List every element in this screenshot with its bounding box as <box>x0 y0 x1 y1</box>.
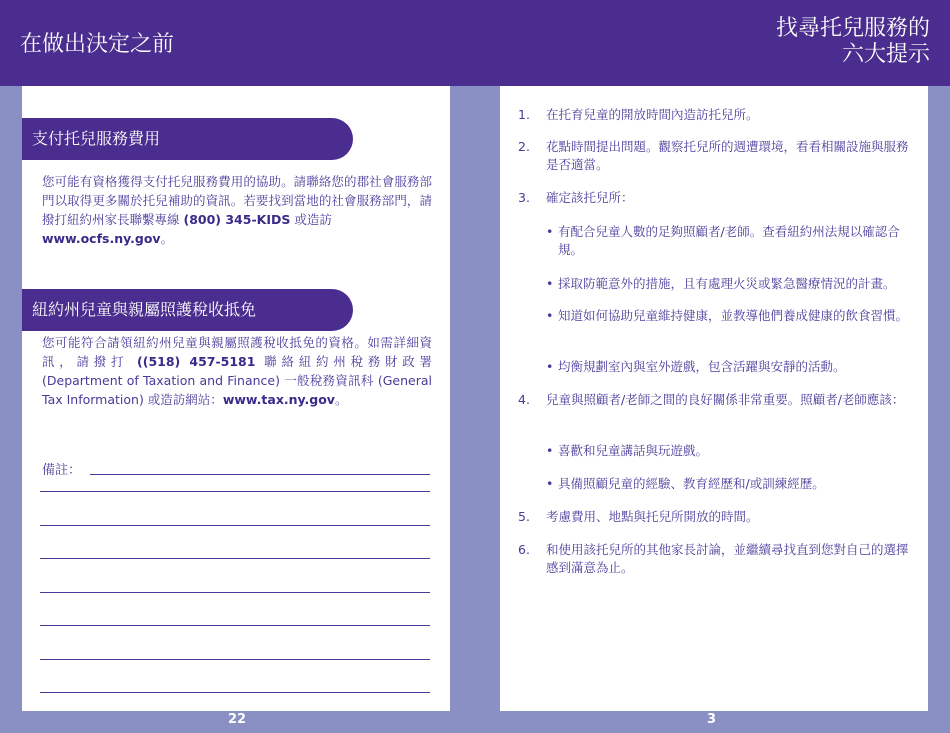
bullet-icon: • <box>546 308 554 323</box>
website-link[interactable]: www.tax.ny.gov <box>222 392 335 407</box>
header-right-line2: 六大提示 <box>841 42 930 67</box>
bullet-text: 知道如何協助兒童維持健康，並教導他們養成健康的飲食習慣。 <box>558 308 909 323</box>
notes-line[interactable] <box>40 491 430 492</box>
notes-line[interactable] <box>40 625 430 626</box>
header-bar <box>0 0 950 86</box>
bullet-text: 喜歡和兒童講話與玩遊戲。 <box>558 443 709 458</box>
text-segment: 聯絡紐約州稅務財政署 (Department of Taxation and Finance) 一般稅務資訊科 (General Tax Information) 或造訪網站： <box>42 354 433 407</box>
website-link[interactable]: www.ocfs.ny.gov <box>42 231 161 246</box>
notes-line[interactable] <box>40 659 430 660</box>
header-left-title: 在做出決定之前 <box>20 32 175 57</box>
bullet-icon: • <box>546 359 554 374</box>
item-text: 和使用該托兒所的其他家長討論，並繼續尋找直到您對自己的選擇感到滿意為止。 <box>546 542 909 575</box>
item-number: 6. <box>518 542 530 557</box>
item-text: 確定該托兒所： <box>546 190 634 205</box>
text-segment: 您可能符合請領紐約州兒童與親屬照護稅收抵免的資格。如需詳細資訊，請撥打 <box>42 335 432 369</box>
bullet-text: 有配合兒童人數的足夠照顧者/老師。查看紐約州法規以確認合規。 <box>558 224 900 257</box>
notes-line[interactable] <box>90 474 430 475</box>
bullet-icon: • <box>546 224 554 239</box>
notes-line[interactable] <box>40 558 430 559</box>
item-number: 4. <box>518 392 530 407</box>
phone-number: ((518) 457-5181 <box>137 354 256 369</box>
left-page <box>22 86 450 711</box>
page-number-right: 3 <box>707 712 717 727</box>
bullet-text: 均衡規劃室內與室外遊戲，包含活躍與安靜的活動。 <box>558 359 846 374</box>
item-number: 1. <box>518 107 530 122</box>
text-segment: 。 <box>160 231 174 246</box>
section-text-tax-credit <box>42 333 432 409</box>
right-page <box>500 86 928 711</box>
item-text: 花點時間提出問題。觀察托兒所的週遭環境，看看相關設施與服務是否適當。 <box>546 139 909 172</box>
notes-line[interactable] <box>40 525 430 526</box>
page-number-left: 22 <box>228 712 247 727</box>
header-right-line1: 找尋托兒服務的 <box>775 16 930 41</box>
item-number: 3. <box>518 190 530 205</box>
section-title-childcare-costs: 支付托兒服務費用 <box>22 118 353 160</box>
item-text: 在托育兒童的開放時間內造訪托兒所。 <box>546 107 759 122</box>
notes-line[interactable] <box>40 692 430 693</box>
notes-label: 備註： <box>42 463 82 478</box>
phone-number: (800) 345-KIDS <box>183 212 291 227</box>
text-segment: 您可能有資格獲得支付托兒服務費用的協助。請聯絡您的郡社會服務部門以取得更多關於托兒補助的資訊。若要找到當地的社會服務部門，請撥打紐約州家長聯繫專線 <box>42 174 432 227</box>
item-number: 5. <box>518 509 530 524</box>
bullet-icon: • <box>546 443 554 458</box>
text-segment: 或造訪 <box>290 212 332 227</box>
item-number: 2. <box>518 139 530 154</box>
bullet-icon: • <box>546 276 554 291</box>
bullet-icon: • <box>546 476 554 491</box>
item-text: 兒童與照顧者/老師之間的良好關係非常重要。照顧者/老師應該： <box>546 392 905 407</box>
bullet-text: 具備照顧兒童的經驗、教育經歷和/或訓練經歷。 <box>558 476 825 491</box>
bullet-text: 採取防範意外的措施，且有處理火災或緊急醫療情況的計畫。 <box>558 276 896 291</box>
header-right-title <box>776 16 930 68</box>
section-text-childcare-costs <box>42 172 432 248</box>
notes-line[interactable] <box>40 592 430 593</box>
section-title-tax-credit: 紐約州兒童與親屬照護稅收抵免 <box>22 289 353 331</box>
item-text: 考慮費用、地點與托兒所開放的時間。 <box>546 509 759 524</box>
text-segment: 。 <box>334 392 348 407</box>
